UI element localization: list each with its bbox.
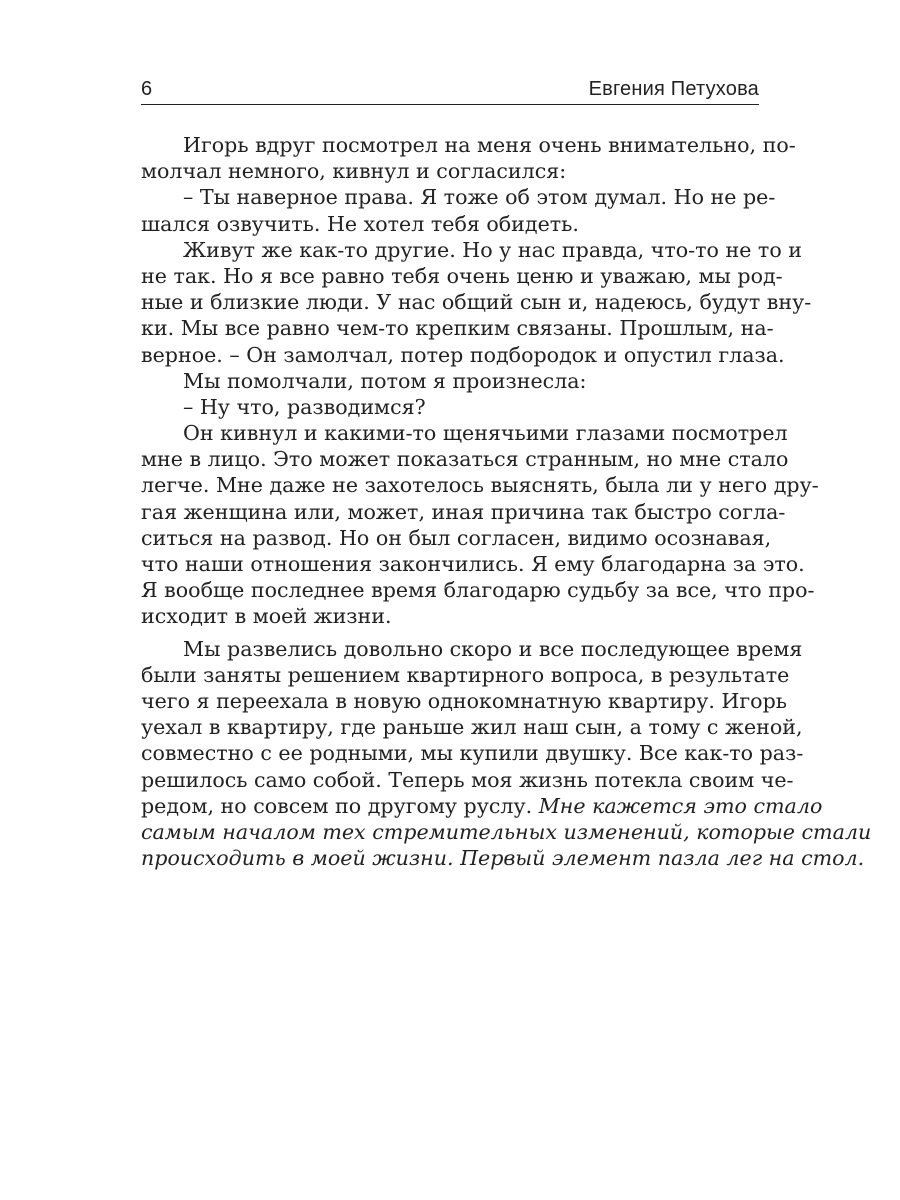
text-line: Мы развелись довольно скоро и все последующее время: [183, 636, 803, 661]
text-line: что наши отношения закончились. Я ему благодарна за это.: [141, 552, 805, 576]
text-line: не так. Но я все равно тебя очень ценю и уважаю, мы род-: [141, 263, 783, 288]
text-line: Он кивнул и какими-то щенячьими глазами посмотрел: [183, 421, 788, 446]
text-line: Мы помолчали, потом я произнесла:: [183, 368, 587, 393]
text-line: [141, 793, 823, 819]
text-line: ситься на развод. Но он был согласен, видимо осознавая,: [141, 525, 772, 550]
text-line: совместно с ее родными, мы купили двушку. Все как-то раз-: [141, 741, 804, 766]
text-line-part: редом, но совсем по другому руслу.: [141, 793, 533, 818]
text-line: гая женщина или, может, иная причина так быстро согла-: [141, 499, 786, 524]
text-line: исходит в моей жизни.: [141, 604, 392, 629]
text-line: молчал немного, кивнул и согласился:: [141, 159, 567, 184]
running-header: [141, 74, 759, 105]
text-line: верное. – Он замолчал, потер подбородок и опустил глаза.: [141, 342, 785, 367]
text-line: были заняты решением квартирного вопроса, в результате: [141, 662, 790, 687]
page-text: [141, 132, 872, 871]
author-name: Евгения Петухова: [588, 78, 759, 100]
text-line: уехал в квартиру, где раньше жил наш сын, а тому с женой,: [141, 715, 803, 740]
text-line: легче. Мне даже не захотелось выяснять, была ли у него дру-: [141, 473, 819, 498]
text-line: ки. Мы все равно чем-то крепким связаны. Прошлым, на-: [141, 316, 774, 341]
page-number: 6: [141, 78, 153, 100]
text-line: – Ну что, разводимся?: [183, 394, 426, 419]
text-line: самым началом тех стремительных изменений, которые стали: [141, 819, 872, 844]
text-line: решилось само собой. Теперь моя жизнь потекла своим че-: [141, 767, 794, 792]
text-line: Я вообще последнее время благодарю судьбу за все, что про-: [141, 578, 815, 603]
text-line: шался озвучить. Не хотел тебя обидеть.: [141, 211, 579, 236]
text-line: – Ты наверное права. Я тоже об этом думал. Но не ре-: [183, 185, 776, 210]
text-line: Игорь вдруг посмотрел на меня очень внимательно, по-: [183, 133, 796, 157]
text-line: ные и близкие люди. У нас общий сын и, надеюсь, будут вну-: [141, 290, 812, 315]
text-line: мне в лицо. Это может показаться странным, но мне стало: [141, 447, 789, 472]
text-line: Живут же как-то другие. Но у нас правда, что-то не то и: [183, 237, 802, 262]
italic-text: Мне кажется это стало: [538, 793, 823, 818]
text-line: происходить в моей жизни. Первый элемент пазла лег на стол.: [141, 846, 865, 871]
text-line: чего я переехала в новую однокомнатную квартиру. Игорь: [141, 688, 787, 713]
